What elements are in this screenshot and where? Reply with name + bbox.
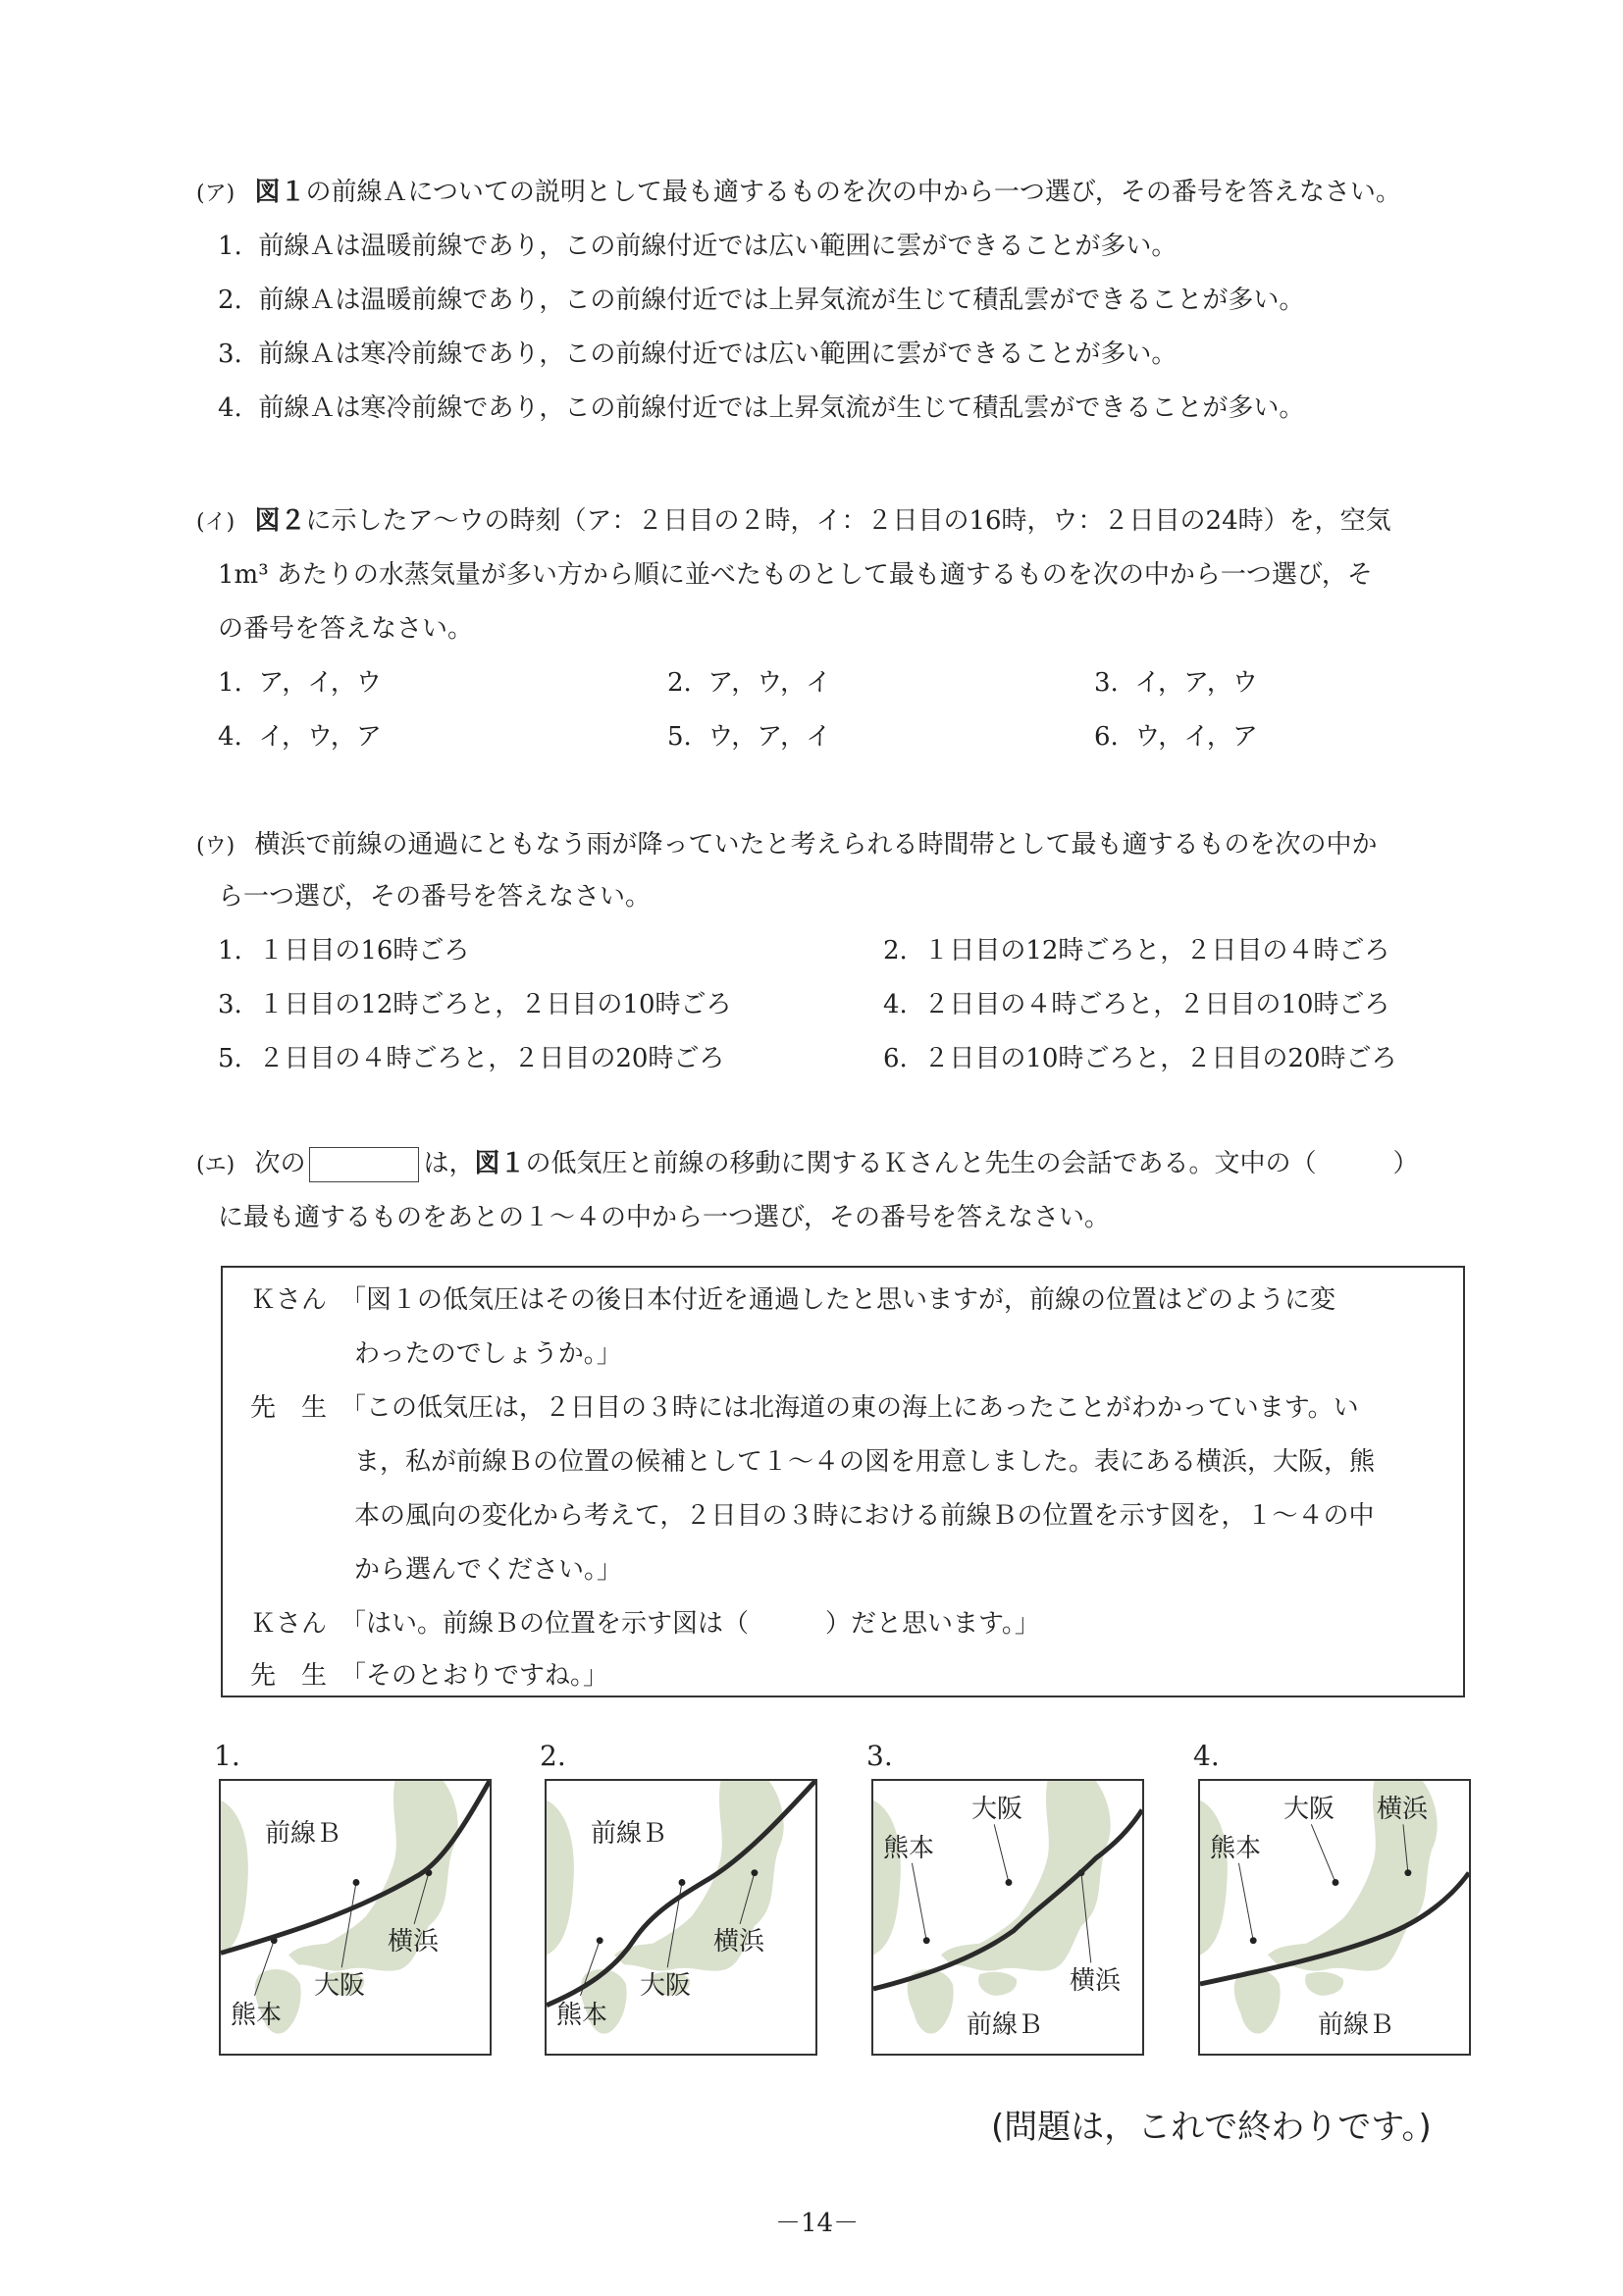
speech-line: 「そのとおりですね。」 [340,1661,609,1691]
option-number: 2. [883,936,908,965]
question-u-prompt-2: ら一つ選び，その番号を答えなさい。 [218,882,651,912]
speech-line: から選んでください。」 [354,1555,623,1585]
question-u-prompt-1: 横浜で前線の通過にともなう雨が降っていたと考えられる時間帯として最も適するものを次の中か [254,830,1378,860]
option-u-6[interactable] [883,1038,1397,1074]
speech-line: 本の風向の変化から考えて，２日目の３時における前線Ｂの位置を示す図を，１～４の中 [354,1501,1375,1531]
speaker-k: Ｋさん [250,1609,328,1639]
front-b-label: 前線Ｂ [265,1819,342,1849]
option-text: 前線Ａは温暖前線であり，この前線付近では広い範囲に雲ができることが多い。 [258,232,1178,261]
shikoku-landmass [1305,1972,1343,1996]
question-a-stem [196,172,1401,208]
leader-line [1238,1863,1253,1941]
kumamoto-label: 熊本 [883,1834,935,1863]
question-u-marker: (ウ) [196,834,236,859]
option-text: ２日目の10時ごろと，２日目の20時ごろ [923,1044,1397,1073]
option-text: イ，ア，ウ [1134,668,1258,698]
city-dot [751,1869,758,1876]
speaker-k: Ｋさん [250,1285,328,1315]
option-text: ア，ウ，イ [707,668,832,698]
shikoku-landmass [978,1972,1017,1996]
option-text: １日目の16時ごろ [258,936,470,965]
question-i-prompt-3: の番号を答えなさい。 [218,614,474,644]
city-dot [1333,1879,1339,1886]
map-choice-1[interactable] [219,1779,492,2056]
city-dot [597,1937,603,1944]
option-u-1[interactable] [218,930,469,966]
speech-line: わったのでしょうか。」 [354,1339,622,1369]
leader-line [1311,1824,1335,1882]
korea-landmass [1200,1800,1228,1956]
option-text: ２日目の４時ごろと，２日目の20時ごろ [258,1044,725,1073]
osaka-label: 大阪 [314,1971,366,2001]
question-e-stem [196,1143,1419,1182]
option-u-4[interactable] [883,984,1389,1020]
option-text: 前線Ａは寒冷前線であり，この前線付近では上昇気流が生じて積乱雲ができることが多い。 [258,393,1305,423]
map-number: 4. [1193,1740,1220,1772]
speech-line: 「この低気圧は，２日目の３時には北海道の東の海上にあったことがわかっています。い [340,1393,1359,1423]
map-choice-4[interactable] [1198,1779,1471,2056]
option-number: 5. [218,1044,242,1073]
kyushu-landmass [1234,1969,1281,2034]
option-text: ア，イ，ウ [258,668,382,698]
dialogue-box [221,1266,1465,1697]
option-number: 4. [883,990,908,1019]
figure-ref: 図２ [254,506,306,536]
option-number: 1. [218,668,242,698]
city-dot [923,1937,930,1944]
option-text: ２日目の４時ごろと，２日目の10時ごろ [923,990,1390,1019]
option-a-1[interactable] [218,226,1177,262]
option-u-2[interactable] [883,930,1389,966]
yokohama-label: 横浜 [1070,1966,1122,1996]
city-dot [353,1879,360,1886]
option-text: ウ，イ，ア [1134,722,1258,752]
question-i-prompt-2: 1m³ あたりの水蒸気量が多い方から順に並べたものとして最も適するものを次の中から一つ選び，そ [218,560,1373,590]
korea-landmass [547,1800,574,1956]
option-number: 3. [218,990,242,1019]
option-text: 前線Ａは温暖前線であり，この前線付近では上昇気流が生じて積乱雲ができることが多い。 [258,286,1305,315]
kumamoto-label: 熊本 [556,2001,608,2030]
speaker-teacher: 先 生 [250,1661,328,1691]
front-b-label: 前線Ｂ [967,2010,1044,2040]
osaka-label: 大阪 [640,1971,692,2001]
option-u-3[interactable] [218,984,732,1020]
option-u-5[interactable] [218,1038,724,1074]
speaker-teacher: 先 生 [250,1393,328,1423]
city-dot [1250,1937,1257,1944]
map-number: 1. [214,1740,240,1772]
question-i-marker: (イ) [196,510,236,535]
option-i-4[interactable] [218,716,382,753]
question-u-stem [196,824,1377,861]
question-e-post-b: の低気圧と前線の移動に関するＫさんと先生の会話である。文中の（ ） [525,1149,1419,1178]
kumamoto-label: 熊本 [231,2001,283,2030]
option-number: 1. [218,232,242,261]
option-text: ウ，ア，イ [707,722,832,752]
option-number: 2. [667,668,692,698]
option-i-3[interactable] [1094,662,1258,699]
option-a-3[interactable] [218,334,1177,370]
map-number: 2. [540,1740,566,1772]
question-e-post-a: は， [423,1149,475,1178]
option-number: 4. [218,393,242,423]
yokohama-label: 横浜 [713,1927,765,1957]
question-e-prompt-2: に最も適するものをあとの１～４の中から一つ選び，その番号を答えなさい。 [218,1203,1110,1232]
question-i-prompt-1: に示したア～ウの時刻（ア：２日目の２時，イ：２日目の16時，ウ：２日目の24時）を，空気 [305,506,1391,536]
osaka-label: 大阪 [1283,1795,1335,1824]
front-b-label: 前線Ｂ [1318,2010,1395,2040]
city-dot [1006,1879,1013,1886]
yokohama-label: 横浜 [388,1927,440,1957]
option-number: 6. [1094,722,1119,752]
option-text: 前線Ａは寒冷前線であり，この前線付近では広い範囲に雲ができることが多い。 [258,339,1178,369]
city-dot [1404,1869,1411,1876]
leader-line [994,1824,1009,1882]
question-a-prompt: の前線Ａについての説明として最も適するものを次の中から一つ選び，その番号を答えなさい。 [305,178,1401,207]
speech-line: ま，私が前線Ｂの位置の候補として１～４の図を用意しました。表にある横浜，大阪，熊 [354,1447,1376,1477]
option-number: 4. [218,722,242,752]
page-number: －14－ [775,2209,860,2238]
question-e-pre: 次の [254,1149,306,1178]
option-i-6[interactable] [1094,716,1258,753]
speech-line: 「はい。前線Ｂの位置を示す図は（ ）だと思います。」 [340,1609,1040,1639]
question-i-stem [196,500,1391,537]
figure-ref: 図１ [474,1149,526,1178]
map-choice-3[interactable] [871,1779,1144,2056]
leader-line [912,1863,926,1941]
option-text: １日目の12時ごろと，２日目の４時ごろ [923,936,1390,965]
blank-box [309,1147,419,1182]
osaka-label: 大阪 [971,1795,1023,1824]
question-a-marker: (ア) [196,182,236,206]
front-b-label: 前線Ｂ [591,1819,668,1849]
option-i-2[interactable] [667,662,831,699]
option-number: 6. [883,1044,908,1073]
kumamoto-label: 熊本 [1210,1834,1262,1863]
korea-landmass [221,1800,248,1956]
yokohama-label: 横浜 [1377,1795,1429,1824]
city-dot [679,1879,686,1886]
option-i-1[interactable] [218,662,382,699]
option-number: 3. [218,339,242,369]
korea-landmass [873,1800,901,1956]
map-number: 3. [866,1740,893,1772]
option-a-2[interactable] [218,280,1304,316]
option-number: 3. [1094,668,1119,698]
speech-line: 「図１の低気圧はその後日本付近を通過したと思いますが，前線の位置はどのように変 [340,1285,1336,1315]
honshu-landmass [941,1781,1111,1971]
end-note: (問題は，これで終わりです。) [991,2108,1432,2147]
option-a-4[interactable] [218,388,1304,424]
option-number: 2. [218,286,242,315]
option-text: イ，ウ，ア [258,722,382,752]
question-e-marker: (エ) [196,1153,236,1177]
option-text: １日目の12時ごろと，２日目の10時ごろ [258,990,732,1019]
option-i-5[interactable] [667,716,831,753]
figure-ref: 図１ [254,178,306,207]
option-number: 1. [218,936,242,965]
map-choice-2[interactable] [545,1779,817,2056]
option-number: 5. [667,722,692,752]
